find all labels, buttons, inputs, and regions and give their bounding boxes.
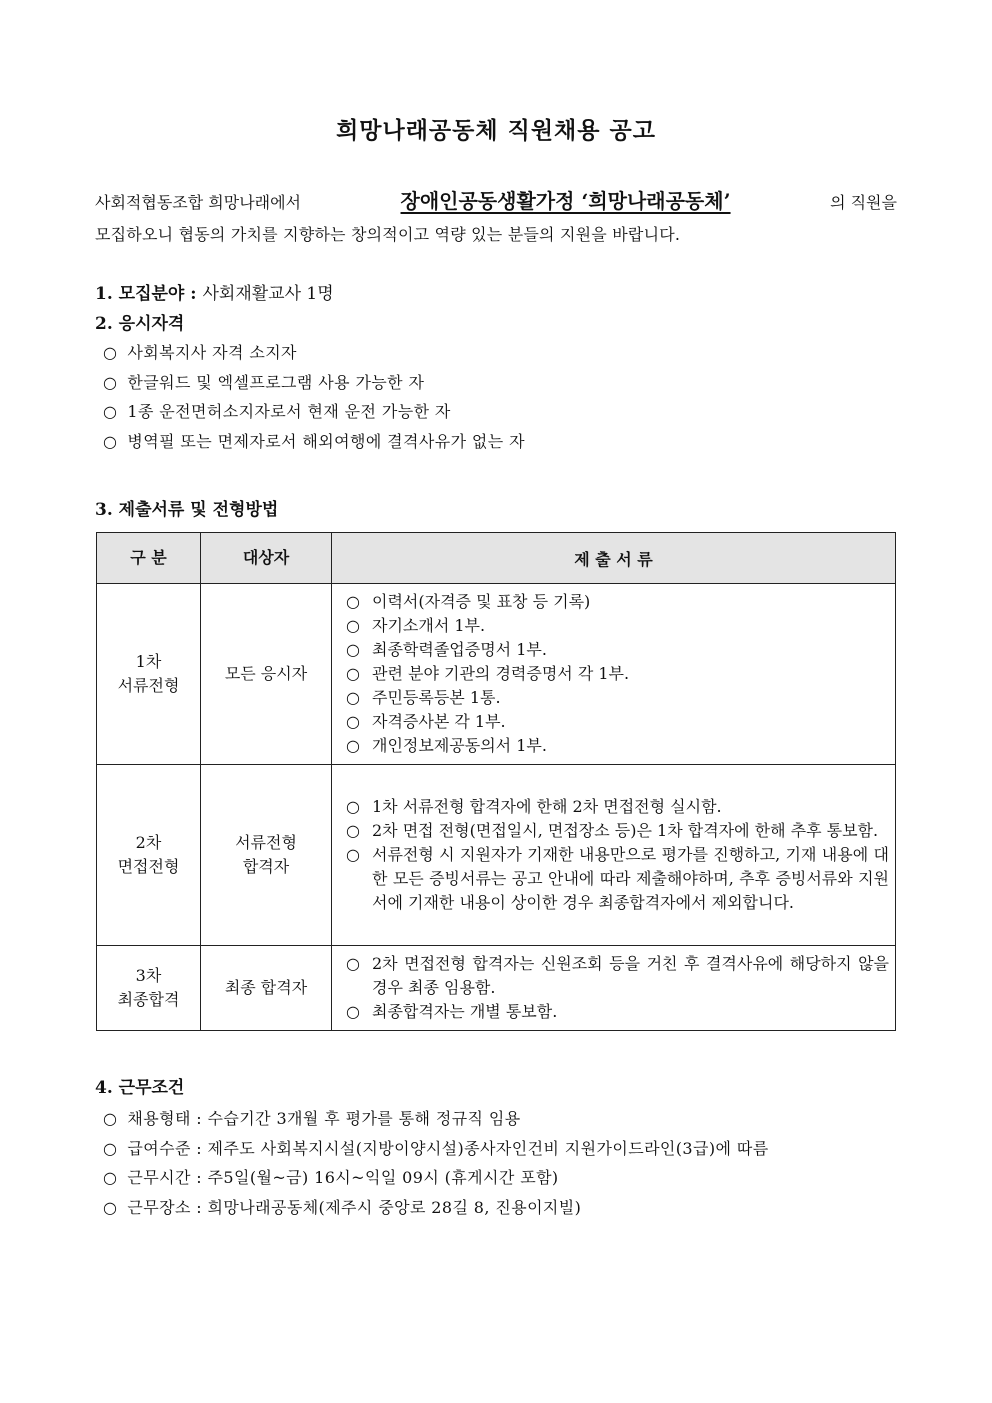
circle-bullet-icon: ○ bbox=[346, 1002, 360, 1021]
condition-item: ○ 근무시간 : 주5일(월~금) 16시~익일 09시 (휴게시간 포함) bbox=[103, 1163, 769, 1193]
circle-bullet-icon: ○ bbox=[346, 640, 360, 659]
list-item: ○ 이력서(자격증 및 표창 등 기록) bbox=[346, 590, 889, 614]
work-conditions-list bbox=[103, 1104, 769, 1222]
condition-item: ○ 채용형태 : 수습기간 3개월 후 평가를 통해 정규직 임용 bbox=[103, 1104, 769, 1134]
circle-bullet-icon: ○ bbox=[346, 712, 360, 731]
list-item: ○ 개인정보제공동의서 1부. bbox=[346, 734, 889, 758]
table-row bbox=[97, 765, 896, 946]
circle-bullet-icon: ○ bbox=[346, 616, 360, 635]
section-1-recruit-field bbox=[95, 279, 334, 304]
target-cell: 최종 합격자 bbox=[201, 946, 332, 1031]
qualification-item: ○ 한글워드 및 엑셀프로그램 사용 가능한 자 bbox=[103, 368, 525, 398]
list-item: ○ 1차 서류전형 합격자에 한해 2차 면접전형 실시함. bbox=[346, 795, 889, 819]
circle-bullet-icon: ○ bbox=[346, 954, 360, 973]
list-item: ○ 자격증사본 각 1부. bbox=[346, 710, 889, 734]
list-item: ○ 2차 면접 전형(면접일시, 면접장소 등)은 1차 합격자에 한해 추후 통보함. bbox=[346, 819, 889, 843]
header-documents: 제 출 서 류 bbox=[332, 533, 896, 584]
section-4-heading: 4. 근무조건 bbox=[95, 1078, 185, 1098]
documents-cell bbox=[332, 584, 896, 765]
circle-bullet-icon: ○ bbox=[346, 592, 360, 611]
stage-cell: 2차 면접전형 bbox=[97, 765, 201, 946]
intro-line-1 bbox=[95, 185, 897, 219]
table-header-row bbox=[97, 533, 896, 584]
circle-bullet-icon: ○ bbox=[103, 431, 118, 451]
section-2-heading: 2. 응시자격 bbox=[95, 314, 185, 334]
qualification-item: ○ 병역필 또는 면제자로서 해외여행에 결격사유가 없는 자 bbox=[103, 427, 525, 457]
circle-bullet-icon: ○ bbox=[103, 1138, 118, 1158]
circle-bullet-icon: ○ bbox=[346, 736, 360, 755]
qualification-list bbox=[103, 338, 525, 456]
circle-bullet-icon: ○ bbox=[103, 1109, 118, 1128]
documents-cell bbox=[332, 765, 896, 946]
condition-item: ○ 근무장소 : 희망나래공동체(제주시 중앙로 28길 8, 진용이지빌) bbox=[103, 1193, 769, 1223]
list-item: ○ 주민등록등본 1통. bbox=[346, 686, 889, 710]
list-item: ○ 자기소개서 1부. bbox=[346, 614, 889, 638]
documents-table bbox=[96, 532, 896, 1031]
intro-prefix: 사회적협동조합 희망나래에서 bbox=[95, 193, 302, 212]
documents-cell bbox=[332, 946, 896, 1031]
circle-bullet-icon: ○ bbox=[346, 821, 360, 840]
intro-line-2: 모집하오니 협동의 가치를 지향하는 창의적이고 역량 있는 분들의 지원을 바랍니다. bbox=[95, 225, 681, 244]
target-cell: 서류전형 합격자 bbox=[201, 765, 332, 946]
intro-emphasis: 장애인공동생활가정 ‘희망나래공동체’ bbox=[400, 189, 731, 213]
intro-paragraph bbox=[95, 185, 897, 251]
list-item: ○ 최종합격자는 개별 통보함. bbox=[346, 1000, 889, 1024]
table-row bbox=[97, 946, 896, 1031]
list-item: ○ 서류전형 시 지원자가 기재한 내용만으로 평가를 진행하고, 기재 내용에 대한 모든 증빙서류는 공고 안내에 따라 제출해야하며, 추후 증빙서류와 지원서에 기재한 내용이 상이한 경우 최종합격자에서 제외합니다. bbox=[346, 845, 889, 912]
header-stage: 구 분 bbox=[97, 533, 201, 584]
qualification-item: ○ 1종 운전면허소지자로서 현재 운전 가능한 자 bbox=[103, 397, 525, 427]
circle-bullet-icon: ○ bbox=[103, 372, 118, 392]
list-item: ○ 2차 면접전형 합격자는 신원조회 등을 거친 후 결격사유에 해당하지 않을 경우 최종 임용함. bbox=[346, 954, 889, 997]
circle-bullet-icon: ○ bbox=[346, 688, 360, 707]
circle-bullet-icon: ○ bbox=[103, 402, 118, 421]
stage-cell: 1차 서류전형 bbox=[97, 584, 201, 765]
section-3-heading: 3. 제출서류 및 전형방법 bbox=[95, 500, 279, 520]
circle-bullet-icon: ○ bbox=[103, 343, 118, 362]
circle-bullet-icon: ○ bbox=[346, 664, 360, 683]
condition-item: ○ 급여수준 : 제주도 사회복지시설(지방이양시설)종사자인건비 지원가이드라인(3급)에 따름 bbox=[103, 1134, 769, 1164]
circle-bullet-icon: ○ bbox=[346, 845, 360, 864]
table-row bbox=[97, 584, 896, 765]
circle-bullet-icon: ○ bbox=[103, 1168, 118, 1187]
section-1-label: 1. 모집분야 : bbox=[95, 284, 197, 304]
header-target: 대상자 bbox=[201, 533, 332, 584]
list-item: ○ 최종학력졸업증명서 1부. bbox=[346, 638, 889, 662]
qualification-item: ○ 사회복지사 자격 소지자 bbox=[103, 338, 525, 368]
intro-suffix: 의 직원을 bbox=[830, 193, 897, 212]
circle-bullet-icon: ○ bbox=[346, 797, 360, 816]
circle-bullet-icon: ○ bbox=[103, 1197, 118, 1217]
page-title: 희망나래공동체 직원채용 공고 bbox=[336, 117, 656, 144]
target-cell: 모든 응시자 bbox=[201, 584, 332, 765]
list-item: ○ 관련 분야 기관의 경력증명서 각 1부. bbox=[346, 662, 889, 686]
stage-cell: 3차 최종합격 bbox=[97, 946, 201, 1031]
section-1-value: 사회재활교사 1명 bbox=[202, 284, 334, 304]
